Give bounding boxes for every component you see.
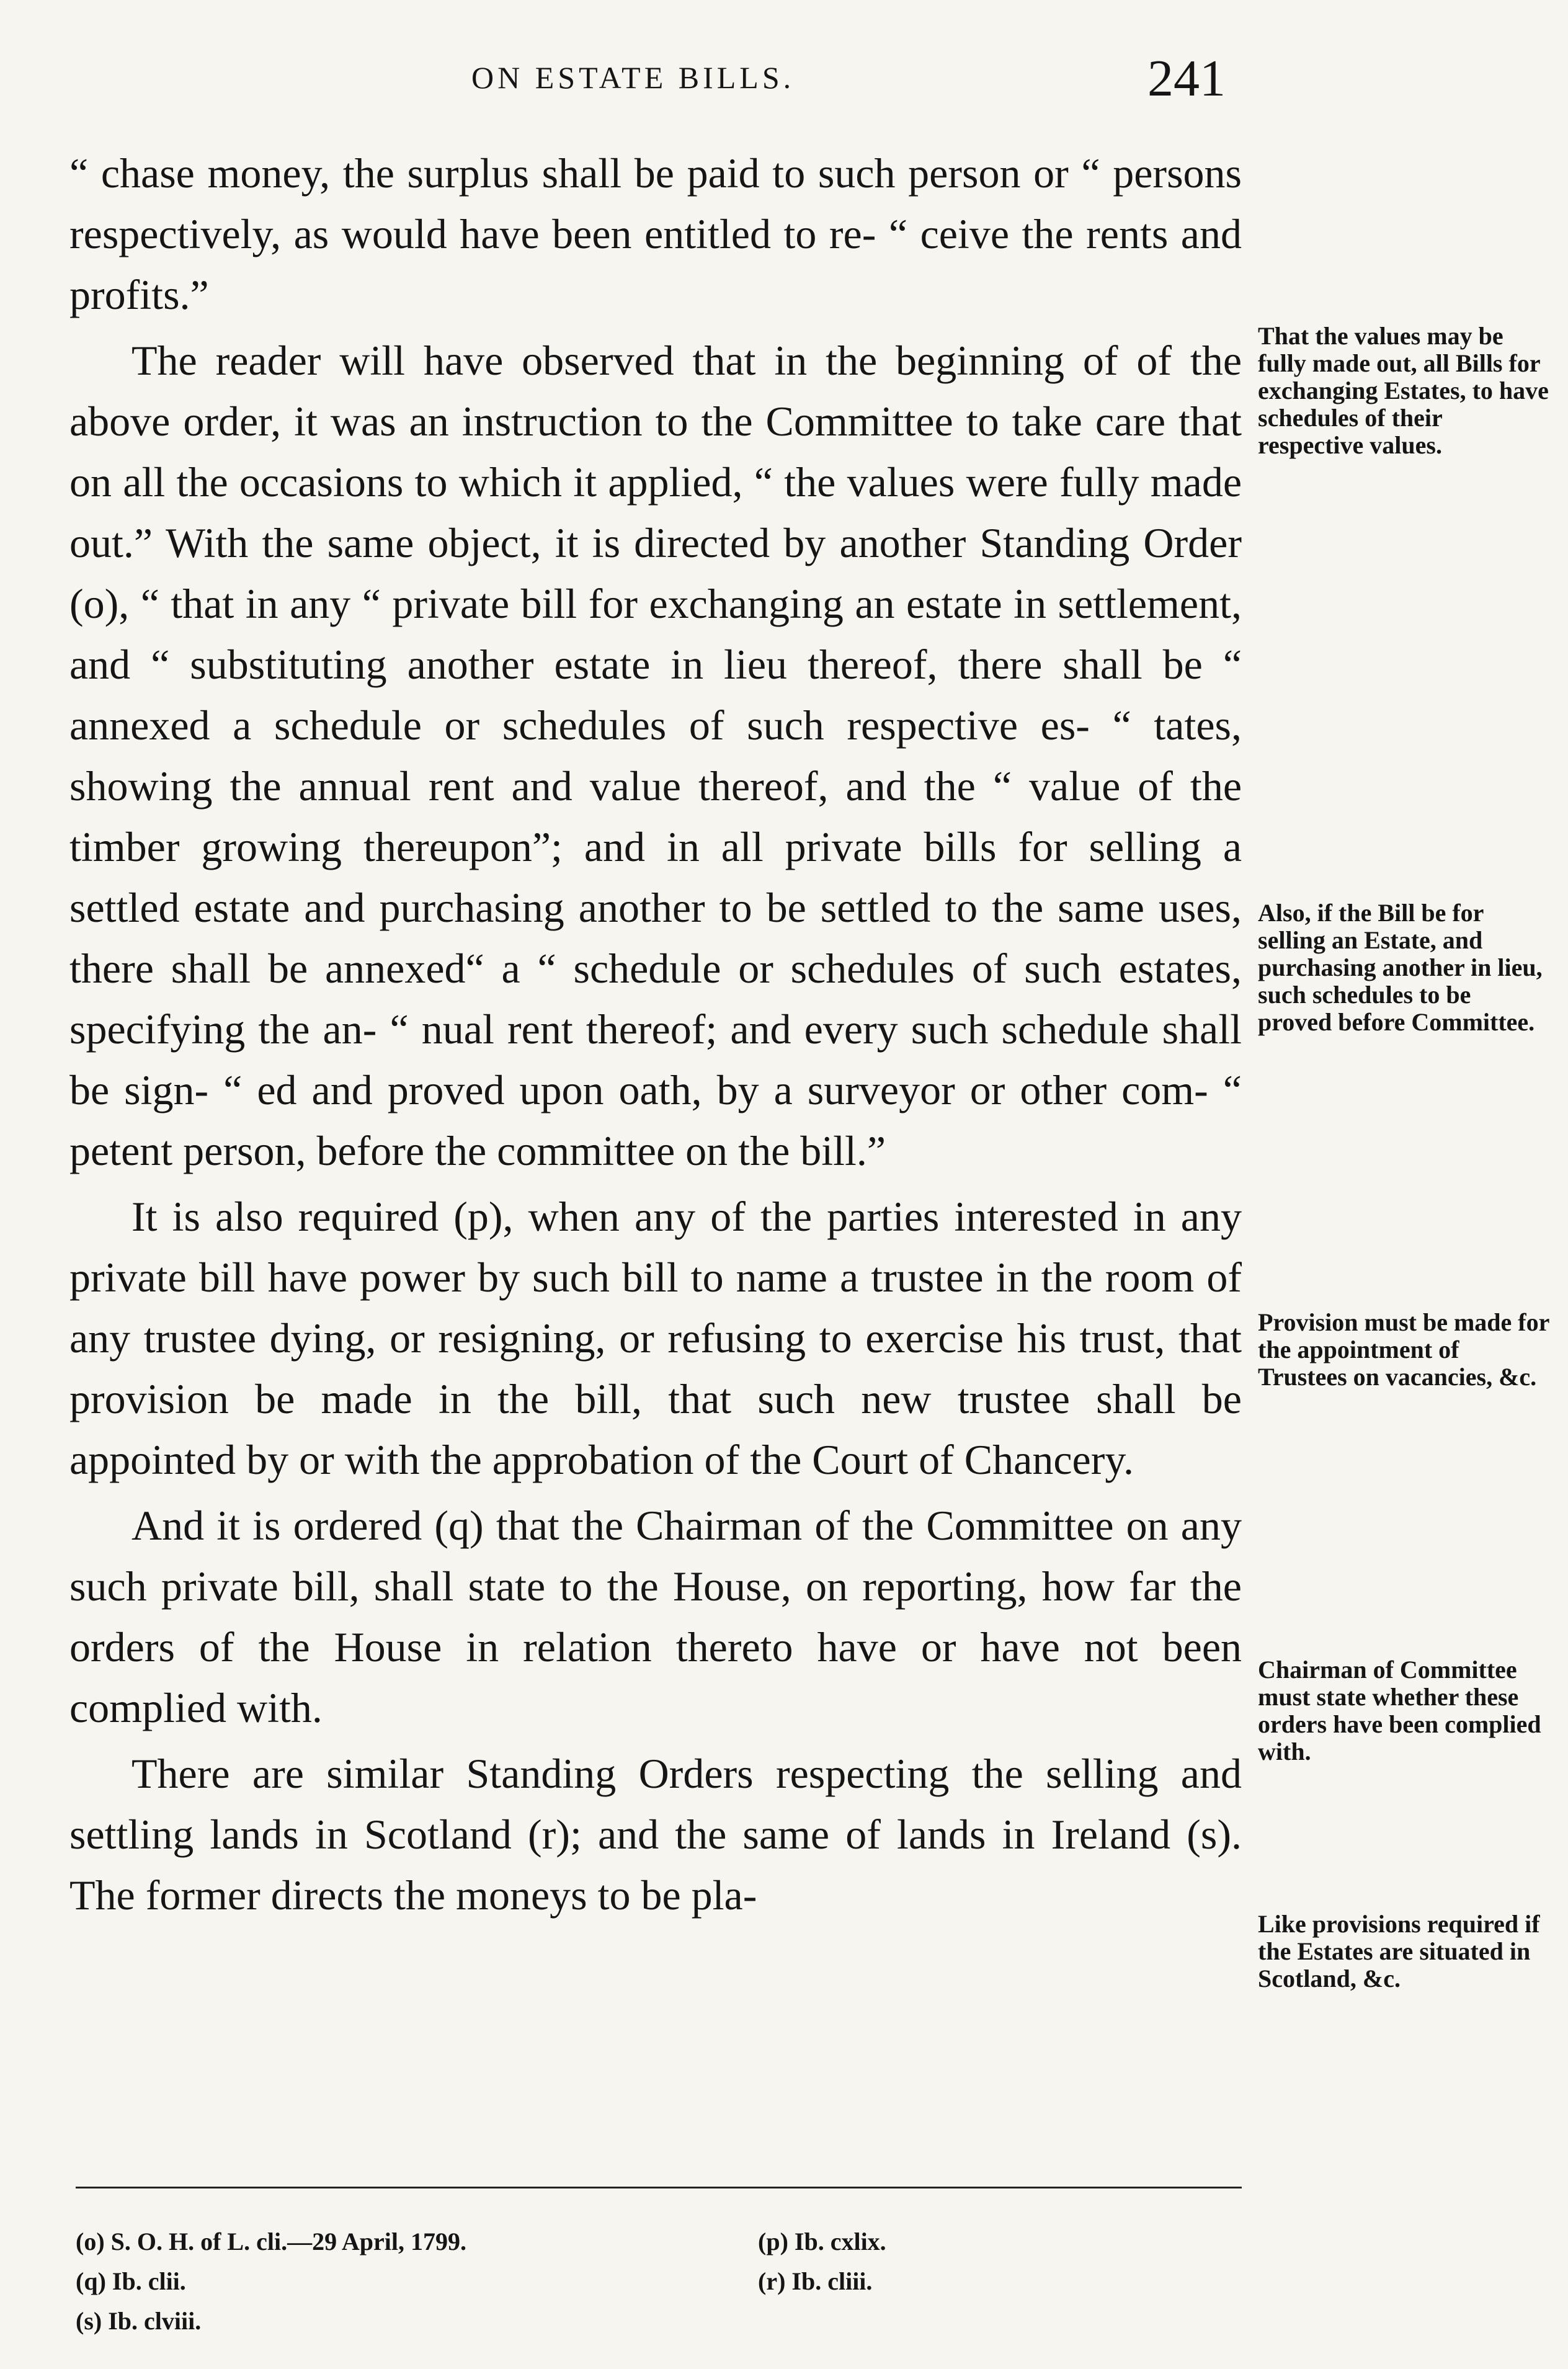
footnotes (76, 2224, 1254, 2343)
main-text (69, 143, 1242, 1925)
running-head: ON ESTATE BILLS. (471, 60, 795, 95)
paragraph-scotland: There are similar Standing Orders respecting the selling and settling lands in Scotland (r); and the same of lands in Ireland (s). The former directs the moneys to be pla- (69, 1750, 1242, 1919)
footnote-p: (p) Ib. cxlix. (758, 2228, 886, 2255)
paragraph-values: The reader will have observed that in the beginning of of the above order, it was an instruction to the Committee to take care that on all the occasions to which it applied, “ the values were fully made out.” With the same object, it is directed by another Standing Order (o), “ that in any “ private bill for exchanging an estate in settlement, and “ substituting another estate in lieu thereof, there shall be “ annexed a schedule or schedules of such respective es- “ tates, showing the annual rent and value thereof, and the “ value of the timber growing thereupon”; and in all private bills for selling a settled estate and purchasing another to be settled to the same uses, there shall be annexed“ a “ schedule or schedules of such estates, specifying the an- “ nual rent thereof; and every such schedule shall be sign- “ ed and proved upon oath, by a surveyor or other com- “ petent person, before the committee on the bill.” (69, 337, 1242, 1174)
sidenote-selling: Also, if the Bill be for selling an Estate, and purchasing another in lieu, such schedules to be proved before Committee. (1258, 899, 1543, 1036)
sidenote-scotland: Like provisions required if the Estates are situated in Scotland, &c. (1258, 1910, 1540, 1992)
footnote-r: (r) Ib. cliii. (758, 2267, 873, 2295)
sidenote-values: That the values may be fully made out, all Bills for exchanging Estates, to have schedules of their respective values. (1258, 322, 1549, 459)
paragraph-continuation: “ chase money, the surplus shall be paid to such person or “ persons respectively, as would have been entitled to re- “ ceive the rents and profits.” (69, 149, 1242, 318)
paragraph-chairman: And it is ordered (q) that the Chairman of the Committee on any such private bill, shall state to the House, on reporting, how far the orders of the House in relation thereto have or have not been complied with. (69, 1502, 1242, 1731)
footnote-q: (q) Ib. clii. (76, 2267, 186, 2295)
footnote-rule (76, 2187, 1242, 2188)
paragraph-trustee: It is also required (p), when any of the parties interested in any private bill have power by such bill to name a trustee in the room of any trustee dying, or resigning, or refusing to exercise his trust, that provision be made in the bill, that such new trustee shall be appointed by or with the approbation of the Court of Chancery. (69, 1193, 1242, 1483)
sidenote-chairman: Chairman of Committee must state whether these orders have been complied with. (1258, 1656, 1541, 1765)
page-header (0, 48, 1568, 123)
sidenote-trustees: Provision must be made for the appointment of Trustees on vacancies, &c. (1258, 1308, 1549, 1391)
footnote-o: (o) S. O. H. of L. cli.—29 April, 1799. (76, 2228, 466, 2255)
page-number: 241 (1147, 50, 1226, 107)
footnote-s: (s) Ib. clviii. (76, 2307, 202, 2335)
